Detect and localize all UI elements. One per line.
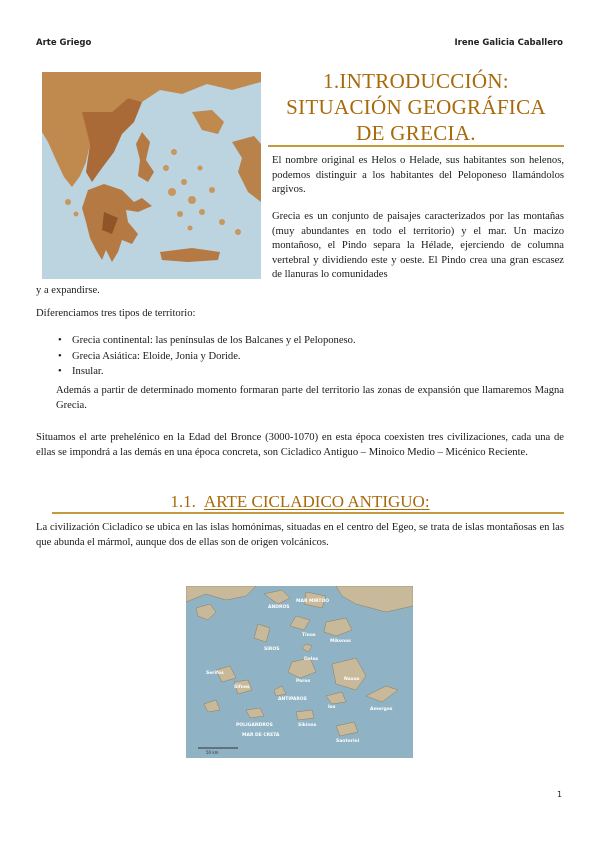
map-label-mikonos: Mikonos — [330, 639, 351, 644]
map-label-mar-mirtoo: MAR MIRTOO — [296, 599, 330, 604]
intro-paragraph-2: Grecia es un conjunto de paisajes caracterizados por las montañas (muy abundantes en todo el territorio) y el mar. Un macizo montañoso, el Pindo separa la Hélade, ejerciendo de columna vertebral y dividiendo este y oeste. El Pindo crea una gran escasez de llanuras lo comunidades — [272, 211, 564, 281]
map-label-sikinos: Sikinos — [298, 723, 317, 728]
map-label-antiparos: ANTIPAROS — [278, 697, 307, 702]
list-item: • Insular. — [58, 364, 356, 380]
cyclades-map — [186, 586, 413, 758]
map-label-ios: Ios — [328, 705, 336, 710]
list-item: • Grecia continental: las penínsulas de los Balcanes y el Peloponeso. — [58, 333, 356, 349]
territory-list — [58, 333, 356, 380]
map-label-mar-de-creta: MAR DE CRETA — [242, 733, 280, 738]
list-item: • Grecia Asiática: Eloide, Jonia y Doride. — [58, 349, 356, 365]
map-label-naxos: Naxos — [344, 677, 360, 682]
intro-paragraph-2-continuation: y a expandirse. — [36, 285, 100, 296]
section-title: ARTE CICLADICO ANTIGUO: — [203, 492, 430, 511]
scale-label: 50 km — [206, 750, 219, 755]
map-label-paros: Paros — [296, 679, 311, 684]
section-rule — [52, 512, 564, 514]
prehelenic-paragraph: Situamos el arte prehelénico en la Edad del Bronce (3000-1070) en esta época coexisten tres civilizaciones, cada una de ellas se impondrá a las demás en una época concreta, son Cicladico Antiguo – Minoico Medio – Micénico Reciente. — [36, 432, 564, 458]
title-line-3: DE GRECIA. — [356, 121, 476, 145]
title-rule — [268, 145, 564, 147]
header-right: Irene Galicia Caballero — [454, 38, 563, 48]
cycladic-paragraph: La civilización Cicladico se ubica en las islas homónimas, situadas en el centro del Egeo, se trata de islas montañosas en las que abunda el mármol, aunque dos de ellas son de origen volcánicos. — [36, 522, 564, 548]
territory-intro: Diferenciamos tres tipos de territorio: — [36, 308, 196, 319]
intro-paragraph-1: El nombre original es Helos o Helade, sus habitantes son helenos, podemos distinguir a los habitantes del Peloponeso llamándolos argivos. — [272, 155, 564, 196]
map-label-andros: ANDROS — [268, 605, 290, 610]
map-label-sifnos: Sifnos — [234, 685, 250, 690]
magna-grecia-paragraph: Además a partir de determinado momento formaran parte del territorio las zonas de expansión que llamaremos Magna Grecia. — [56, 385, 564, 411]
page-number: 1 — [557, 790, 563, 799]
page-title — [268, 68, 564, 146]
section-heading — [36, 492, 564, 512]
section-number: 1.1. — [170, 492, 196, 511]
map-label-amorgos: Amorgos — [370, 707, 393, 712]
map-label-tinos: Tinos — [302, 633, 316, 638]
map-label-poligandros: POLIGANDROS — [236, 723, 273, 728]
header-left: Arte Griego — [36, 38, 92, 48]
map-label-santorini: Santorini — [336, 739, 360, 744]
greece-relief-map — [42, 72, 261, 279]
map-label-serifos: Serifos — [206, 671, 224, 676]
title-line-1: 1.INTRODUCCIÓN: — [323, 69, 509, 93]
map-label-siros: SIROS — [264, 647, 280, 652]
map-label-delos: Delos — [304, 657, 319, 662]
title-line-2: SITUACIÓN GEOGRÁFICA — [286, 95, 546, 119]
